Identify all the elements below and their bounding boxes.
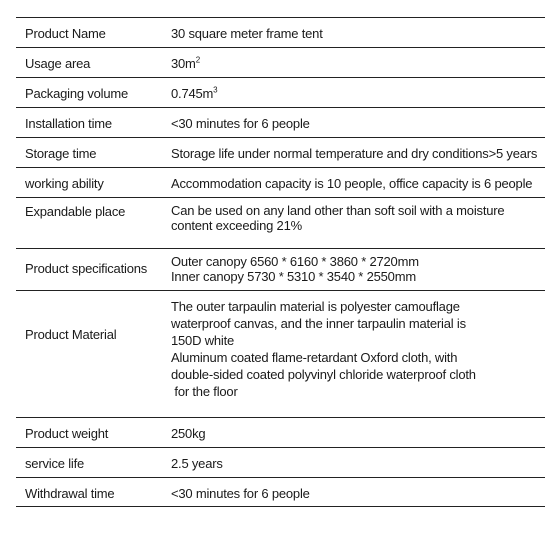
table-row xyxy=(16,197,545,248)
row-value: <30 minutes for 6 people xyxy=(171,486,310,501)
row-value: <30 minutes for 6 people xyxy=(171,116,310,131)
row-value: 30 square meter frame tent xyxy=(171,26,323,41)
row-value: $0.745m^3$ xyxy=(171,85,218,101)
row-label: Installation time xyxy=(25,116,112,131)
table-row xyxy=(16,417,545,447)
row-value: 250kg xyxy=(171,426,206,441)
table-row xyxy=(16,47,545,77)
row-label: Product Material xyxy=(25,327,117,342)
row-value: The outer tarpaulin material is polyester camouflage waterproof canvas, and the inner tarpaulin material is 150D white Aluminum coated flame-retardant Oxford cloth, with double-sided coated polyvinyl chloride waterproof cloth for the floor xyxy=(171,299,476,399)
row-value: 2.5 years xyxy=(171,456,223,471)
row-label: Usage area xyxy=(25,56,91,71)
table-row xyxy=(16,248,545,290)
spec-table xyxy=(16,17,545,507)
row-value: Can be used on any land other than soft soil with a moisture content exceeding 21% xyxy=(171,203,505,233)
table-row xyxy=(16,77,545,107)
row-label: Product Name xyxy=(25,26,106,41)
table-row xyxy=(16,477,545,507)
table-row xyxy=(16,107,545,137)
row-label: Withdrawal time xyxy=(25,486,115,501)
row-label: service life xyxy=(25,456,85,471)
row-label: Packaging volume xyxy=(25,86,129,101)
row-label: Expandable place xyxy=(25,204,126,219)
row-value: Accommodation capacity is 10 people, office capacity is 6 people xyxy=(171,176,533,191)
row-label: Product weight xyxy=(25,426,109,441)
row-label: Storage time xyxy=(25,146,97,161)
table-row xyxy=(16,290,545,417)
row-label: working ability xyxy=(25,176,104,191)
table-row xyxy=(16,447,545,477)
row-value: Storage life under normal temperature and dry conditions>5 years xyxy=(171,146,538,161)
row-label: Product specifications xyxy=(25,261,148,276)
table-row xyxy=(16,167,545,197)
table-row xyxy=(16,137,545,167)
row-value: $30m^2$ xyxy=(171,55,200,71)
row-value: Outer canopy 6560 * 6160 * 3860 * 2720mm Inner canopy 5730 * 5310 * 3540 * 2550mm xyxy=(171,254,419,284)
table-row xyxy=(16,17,545,47)
